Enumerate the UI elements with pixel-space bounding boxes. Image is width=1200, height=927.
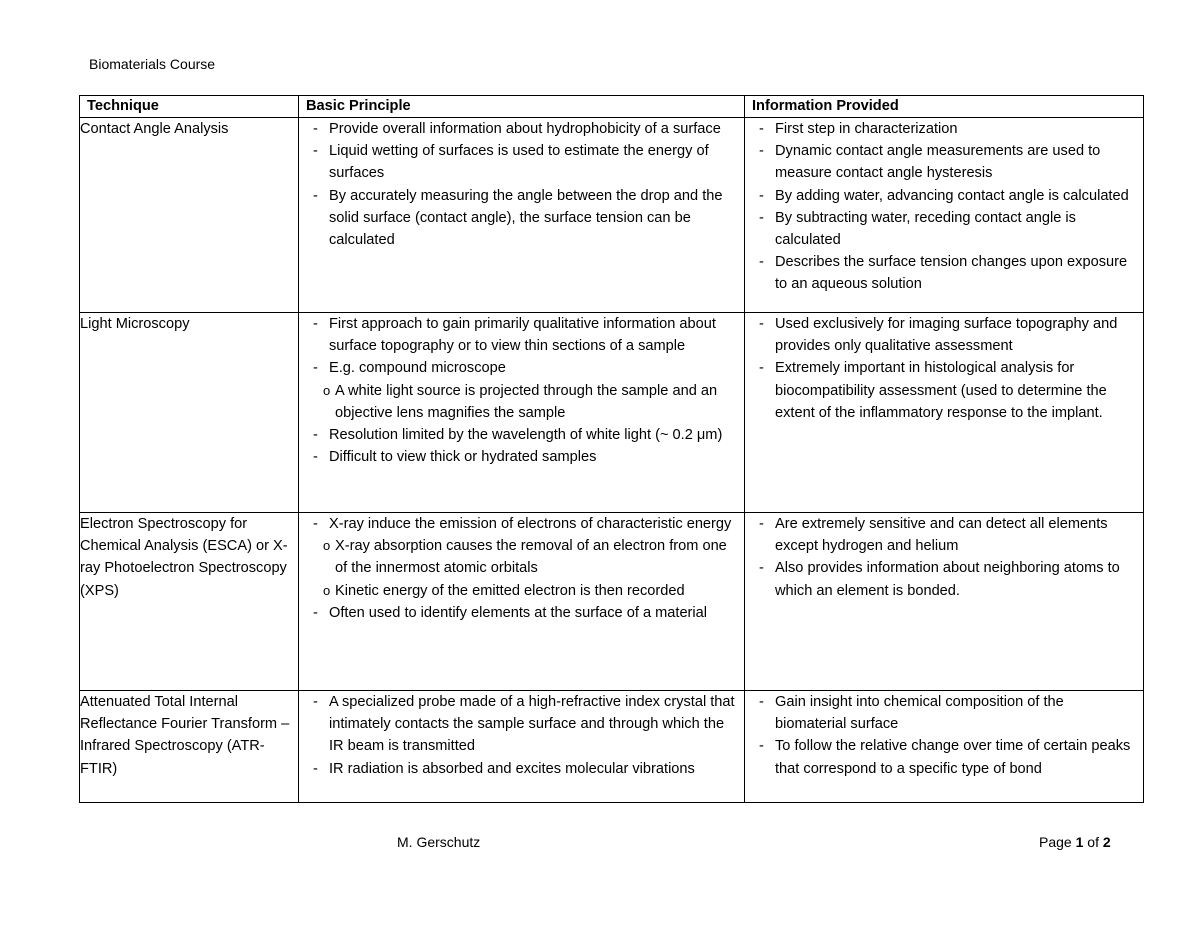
list-item: - Used exclusively for imaging surface topography and provides only qualitative assessment — [745, 313, 1137, 357]
technique-cell: Electron Spectroscopy for Chemical Analysis (ESCA) or X-ray Photoelectron Spectroscopy (XPS) — [80, 513, 299, 691]
list-item: - By subtracting water, receding contact angle is calculated — [745, 207, 1137, 251]
page-label: Page — [1039, 834, 1072, 850]
sub-list-item: o A white light source is projected through the sample and an objective lens magnifies the sample — [299, 380, 738, 424]
principle-cell — [299, 513, 745, 691]
table-row — [80, 691, 1144, 803]
list-item: - Resolution limited by the wavelength of white light (~ 0.2 μm) — [299, 424, 738, 446]
list-item: - E.g. compound microscope — [299, 357, 738, 379]
technique-cell: Light Microscopy — [80, 313, 299, 513]
list-item: - First step in characterization — [745, 118, 1137, 140]
page-current: 1 — [1075, 834, 1084, 850]
footer-author: M. Gerschutz — [397, 834, 481, 850]
list-item: - IR radiation is absorbed and excites molecular vibrations — [299, 758, 738, 780]
page-of: of — [1087, 834, 1099, 850]
list-item: - Liquid wetting of surfaces is used to estimate the energy of surfaces — [299, 140, 738, 184]
table-row — [80, 513, 1144, 691]
principle-cell — [299, 118, 745, 313]
list-item: - Difficult to view thick or hydrated samples — [299, 446, 738, 468]
table-header-row — [80, 96, 1144, 118]
page-indicator — [1039, 834, 1111, 850]
list-item: - Extremely important in histological analysis for biocompatibility assessment (used to determine the extent of the inflammatory response to the implant. — [745, 357, 1137, 424]
page-total: 2 — [1102, 834, 1111, 850]
information-cell — [745, 313, 1144, 513]
list-item: - By accurately measuring the angle between the drop and the solid surface (contact angle), the surface tension can be calculated — [299, 185, 738, 252]
list-item: - Gain insight into chemical composition of the biomaterial surface — [745, 691, 1137, 735]
principle-cell — [299, 313, 745, 513]
techniques-table — [79, 95, 1144, 803]
information-cell — [745, 691, 1144, 803]
col-header-principle: Basic Principle — [299, 96, 745, 118]
principle-cell — [299, 691, 745, 803]
table-row — [80, 313, 1144, 513]
list-item: - Often used to identify elements at the surface of a material — [299, 602, 738, 624]
information-cell — [745, 513, 1144, 691]
list-item: - To follow the relative change over time of certain peaks that correspond to a specific type of bond — [745, 735, 1137, 779]
list-item: - Describes the surface tension changes upon exposure to an aqueous solution — [745, 251, 1137, 295]
technique-cell: Attenuated Total Internal Reflectance Fourier Transform – Infrared Spectroscopy (ATR-FTIR) — [80, 691, 299, 803]
course-header: Biomaterials Course — [89, 56, 216, 72]
information-cell — [745, 118, 1144, 313]
list-item: - Also provides information about neighboring atoms to which an element is bonded. — [745, 557, 1137, 601]
list-item: - Are extremely sensitive and can detect all elements except hydrogen and helium — [745, 513, 1137, 557]
sub-list-item: o X-ray absorption causes the removal of an electron from one of the innermost atomic orbitals — [299, 535, 738, 579]
list-item: - By adding water, advancing contact angle is calculated — [745, 185, 1137, 207]
col-header-technique: Technique — [80, 96, 299, 118]
technique-cell: Contact Angle Analysis — [80, 118, 299, 313]
list-item: - First approach to gain primarily qualitative information about surface topography or to view thin sections of a sample — [299, 313, 738, 357]
list-item: - X-ray induce the emission of electrons of characteristic energy — [299, 513, 738, 535]
list-item: - A specialized probe made of a high-refractive index crystal that intimately contacts the sample surface and through which the IR beam is transmitted — [299, 691, 738, 758]
sub-list-item: o Kinetic energy of the emitted electron is then recorded — [299, 580, 738, 602]
table-row — [80, 118, 1144, 313]
list-item: - Dynamic contact angle measurements are used to measure contact angle hysteresis — [745, 140, 1137, 184]
col-header-information: Information Provided — [745, 96, 1144, 118]
list-item: - Provide overall information about hydrophobicity of a surface — [299, 118, 738, 140]
